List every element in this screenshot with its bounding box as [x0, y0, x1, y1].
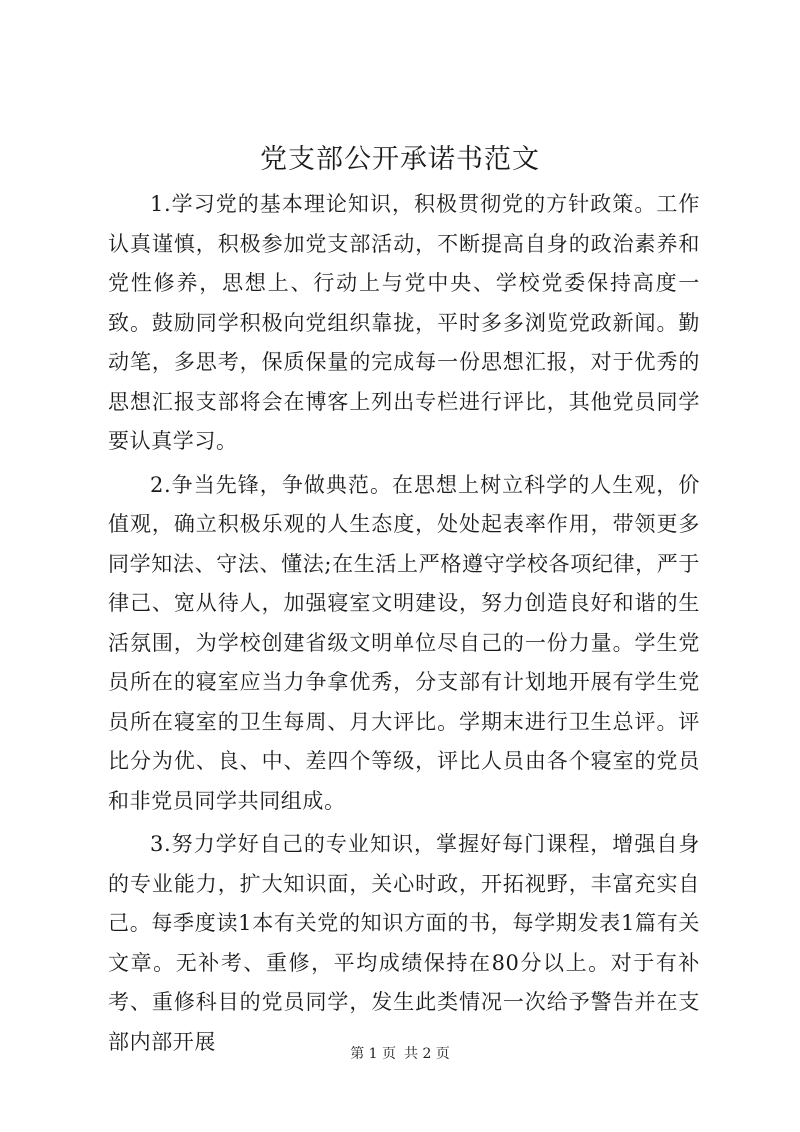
page-number: 第 1 页 [350, 1046, 396, 1062]
paragraph-2: 2.争当先锋，争做典范。在思想上树立科学的人生观，价值观，确立积极乐观的人生态度，处处起表率作用，带领更多同学知法、守法、懂法;在生活上严格遵守学校各项纪律，严于律己、宽从待人，加强寝室文明建设，努力创造良好和谐的生活氛围，为学校创建省级文明单位尽自己的一份力量。学生党员所在的寝室应当力争拿优秀，分支部有计划地开展有学生党员所在寝室的卫生每周、月大评比。学期末进行卫生总评。评比分为优、良、中、差四个等级，评比人员由各个寝室的党员和非党员同学共同组成。 [108, 472, 700, 813]
document-title: 党支部公开承诺书范文 [260, 144, 540, 175]
document-body [108, 185, 700, 1066]
paragraph-1: 1.学习党的基本理论知识，积极贯彻党的方针政策。工作认真谨慎，积极参加党支部活动，不断提高自身的政治素养和党性修养，思想上、行动上与党中央、学校党委保持高度一致。鼓励同学积极向党组织靠拢，平时多多浏览党政新闻。勤动笔，多思考，保质保量的完成每一份思想汇报，对于优秀的思想汇报支部将会在博客上列出专栏进行评比，其他党员同学要认真学习。 [108, 192, 700, 453]
page-footer [0, 1044, 800, 1064]
paragraph-3: 3.努力学好自己的专业知识，掌握好每门课程，增强自身的专业能力，扩大知识面，关心时政，开拓视野，丰富充实自己。每季度读1本有关党的知识方面的书，每学期发表1篇有关文章。无补考、重修，平均成绩保持在80分以上。对于有补考、重修科目的党员同学，发生此类情况一次给予警告并在支部内部开展 [108, 832, 700, 1054]
page-total: 共 2 页 [404, 1046, 450, 1062]
